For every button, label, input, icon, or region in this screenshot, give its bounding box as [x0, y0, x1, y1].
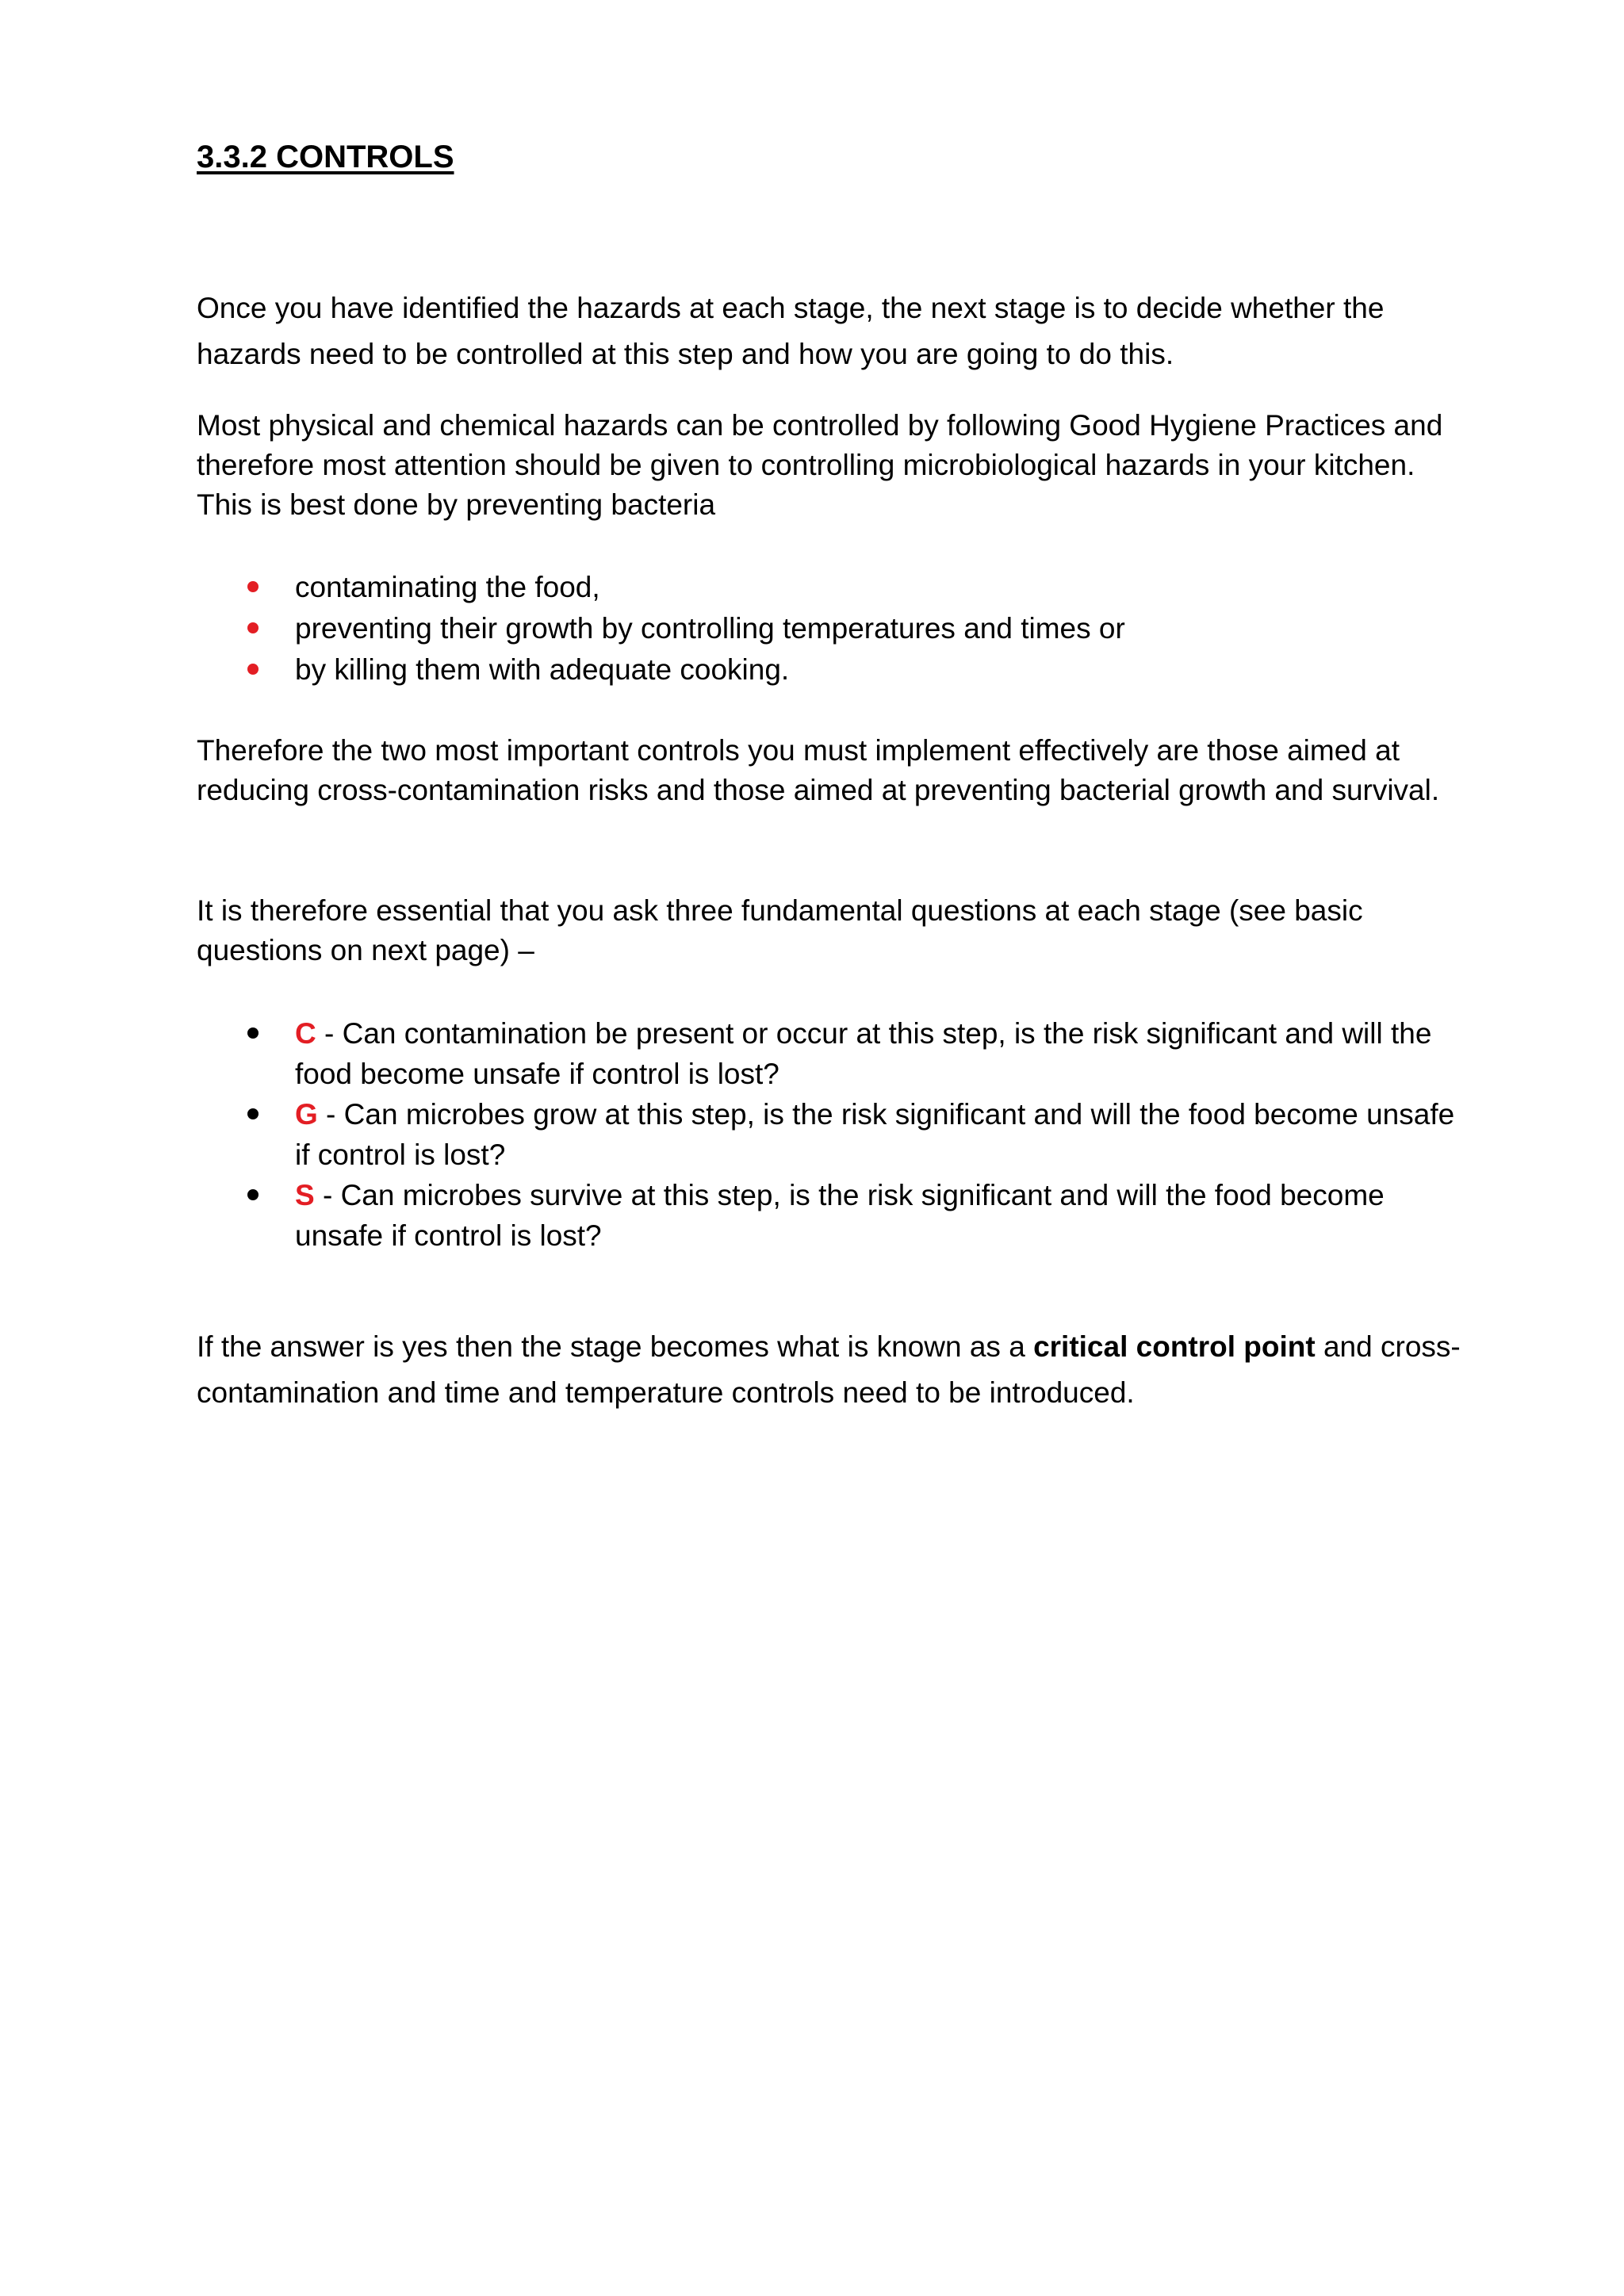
- critical-control-point-term: critical control point: [1033, 1330, 1316, 1363]
- bullet-icon: [247, 1189, 259, 1200]
- list-item: [197, 567, 1465, 608]
- question-text: - Can microbes grow at this step, is the risk significant and will the food become unsafe if control is lost?: [295, 1098, 1455, 1171]
- bullet-icon: [247, 1108, 259, 1119]
- list-item-text: preventing their growth by controlling temperatures and times or: [295, 612, 1125, 645]
- question-text: - Can microbes survive at this step, is the risk significant and will the food become unsafe if control is lost?: [295, 1179, 1385, 1252]
- list-item-text: contaminating the food,: [295, 571, 600, 603]
- list-item: [197, 1013, 1465, 1094]
- prevention-list: [197, 567, 1465, 691]
- list-item: [197, 1094, 1465, 1175]
- paragraph-text-start: If the answer is yes then the stage becomes what is known as a: [197, 1330, 1034, 1363]
- paragraph-important-controls: Therefore the two most important controls you must implement effectively are those aimed at reducing cross-contamination risks and those aimed at preventing bacterial growth and survival.: [197, 734, 1440, 806]
- red-bullet-icon: [247, 664, 259, 675]
- paragraph-text-end: and cross-contamination and time and temperature controls need to be introduced.: [197, 1330, 1461, 1409]
- list-item: [197, 649, 1465, 691]
- list-item: [197, 608, 1465, 649]
- bullet-icon: [247, 1027, 259, 1039]
- paragraph-fundamental-questions: It is therefore essential that you ask three fundamental questions at each stage (see basic questions on next page) –: [197, 894, 1363, 966]
- question-letter: C: [295, 1017, 316, 1050]
- list-item: [197, 1175, 1465, 1256]
- list-item-text: by killing them with adequate cooking.: [295, 653, 790, 686]
- paragraph-critical-control-point: [197, 1324, 1465, 1416]
- question-letter: G: [295, 1098, 318, 1131]
- paragraph-good-hygiene: Most physical and chemical hazards can be controlled by following Good Hygiene Practices and therefore most attention should be given to controlling microbiological hazards in your kitchen. This is best done by preventing bacteria: [197, 409, 1443, 521]
- section-heading: 3.3.2 CONTROLS: [197, 140, 454, 174]
- question-text: - Can contamination be present or occur at this step, is the risk significant and will the food become unsafe if control is lost?: [295, 1017, 1432, 1090]
- question-letter: S: [295, 1179, 315, 1211]
- red-bullet-icon: [247, 581, 259, 592]
- paragraph-identify-hazards: Once you have identified the hazards at each stage, the next stage is to decide whether the hazards need to be controlled at this step and how you are going to do this.: [197, 292, 1385, 370]
- questions-list: [197, 1013, 1465, 1256]
- red-bullet-icon: [247, 622, 259, 633]
